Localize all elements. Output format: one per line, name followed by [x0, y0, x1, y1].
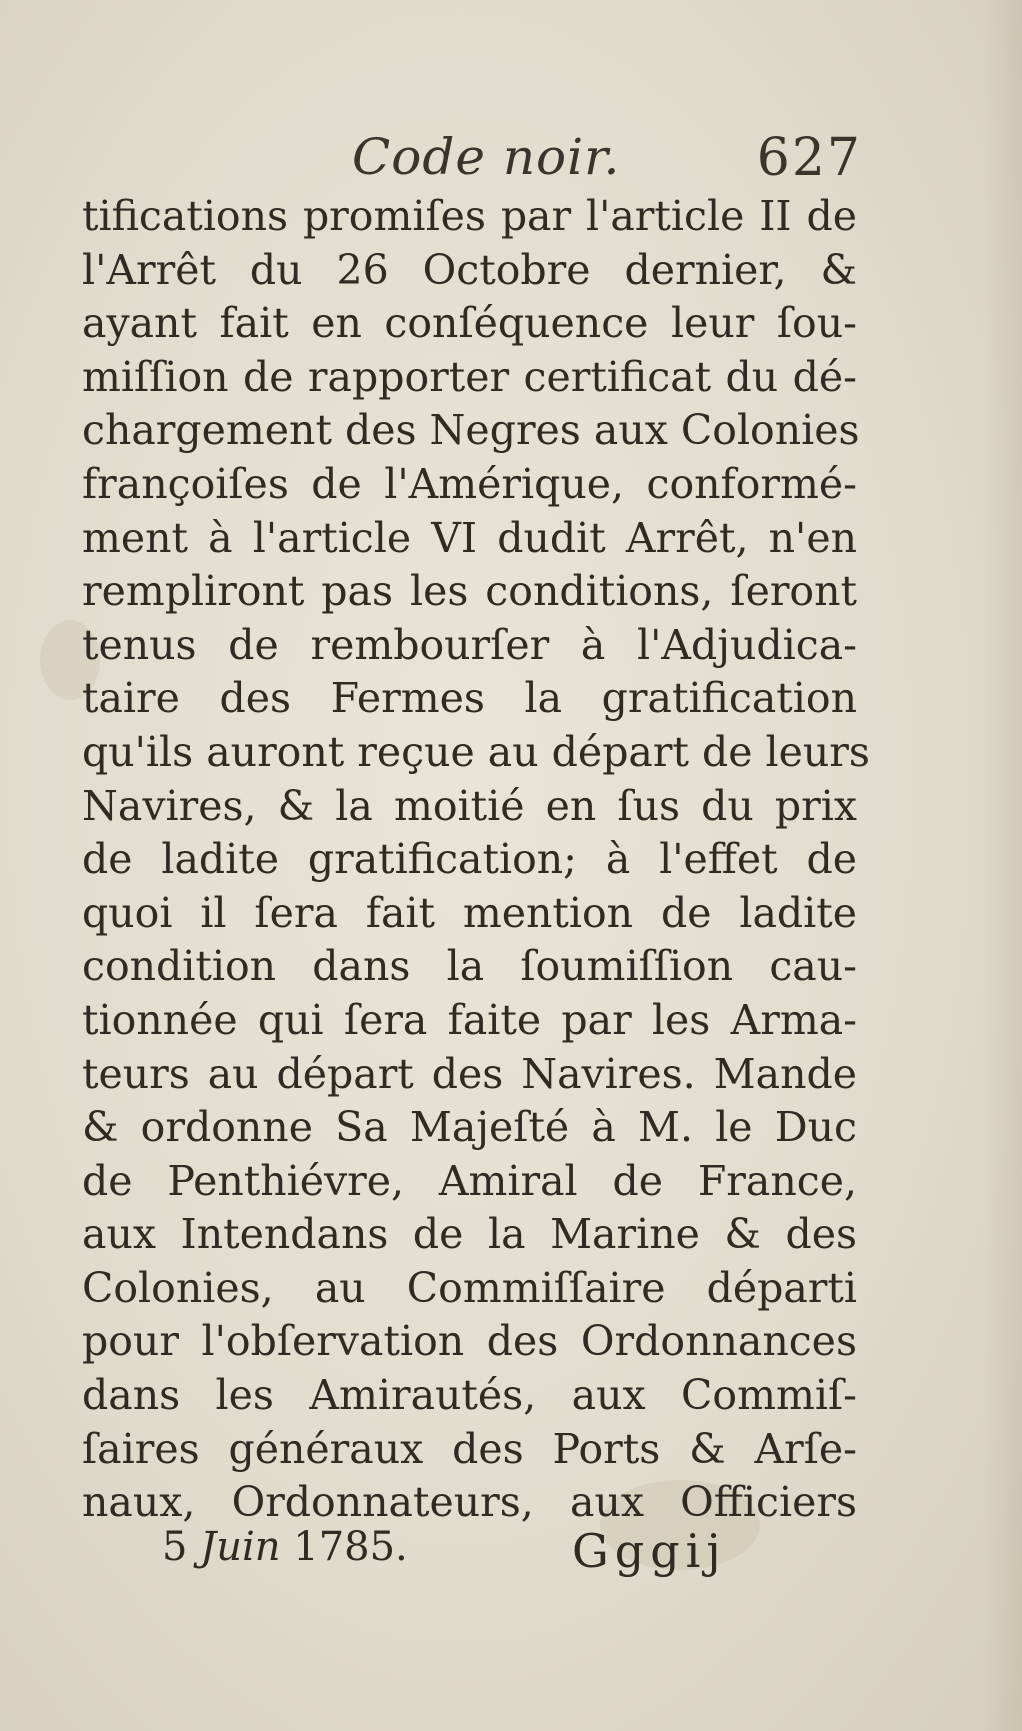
text-line: rempliront pas les conditions, ſeront [82, 567, 857, 616]
text-line: pour l'obſervation des Ordonnances [82, 1317, 857, 1366]
text-line: Colonies, au Commiſſaire départi [82, 1263, 857, 1312]
page-footer [82, 1518, 857, 1578]
text-line: chargement des Negres aux Colonies [82, 406, 860, 455]
text-line: & ordonne Sa Majeſté à M. le Duc [82, 1103, 857, 1152]
page-number: 627 [756, 128, 862, 188]
signature-mark: Gggij [572, 1524, 727, 1578]
footer-date [162, 1524, 408, 1570]
header-title: Code noir. [352, 128, 621, 186]
text-line: condition dans la ſoumiſſion cau- [82, 942, 857, 991]
text-line: teurs au départ des Navires. Mande [82, 1049, 857, 1098]
footer-month: Juin [200, 1524, 281, 1570]
running-header [82, 118, 862, 188]
text-line: l'Arrêt du 26 Octobre dernier, & [82, 245, 857, 294]
text-line: miſſion de rapporter certificat du dé- [82, 352, 857, 401]
footer-year: 1785. [293, 1524, 408, 1570]
text-line: tifications promiſes par l'article II de [82, 192, 857, 240]
text-line: aux Intendans de la Marine & des [82, 1210, 857, 1259]
text-line: dans les Amirautés, aux Commiſ- [82, 1371, 857, 1420]
page-edge-shadow [982, 0, 1022, 1731]
text-line: taire des Fermes la gratification [82, 674, 857, 723]
text-line: qu'ils auront reçue au départ de leurs [82, 727, 870, 776]
text-line: tenus de rembourſer à l'Adjudica- [82, 620, 857, 669]
text-line: ayant fait en conſéquence leur ſou- [82, 299, 857, 348]
text-line: Navires, & la moitié en ſus du prix [82, 781, 857, 830]
text-line: quoi il ſera fait mention de ladite [82, 888, 857, 937]
text-line: françoiſes de l'Amérique, conformé- [82, 459, 857, 508]
text-line: ſaires généraux des Ports & Arſe- [82, 1424, 857, 1473]
text-line: tionnée qui ſera faite par les Arma- [82, 995, 857, 1044]
text-line: de Penthiévre, Amiral de France, [82, 1156, 857, 1205]
text-line: de ladite gratification; à l'effet de [82, 835, 857, 884]
text-line: naux, Ordonnateurs, aux Officiers [82, 1478, 857, 1527]
text-line: ment à l'article VI dudit Arrêt, n'en [82, 513, 857, 562]
body-text [82, 190, 870, 1530]
footer-day: 5 [162, 1524, 188, 1570]
